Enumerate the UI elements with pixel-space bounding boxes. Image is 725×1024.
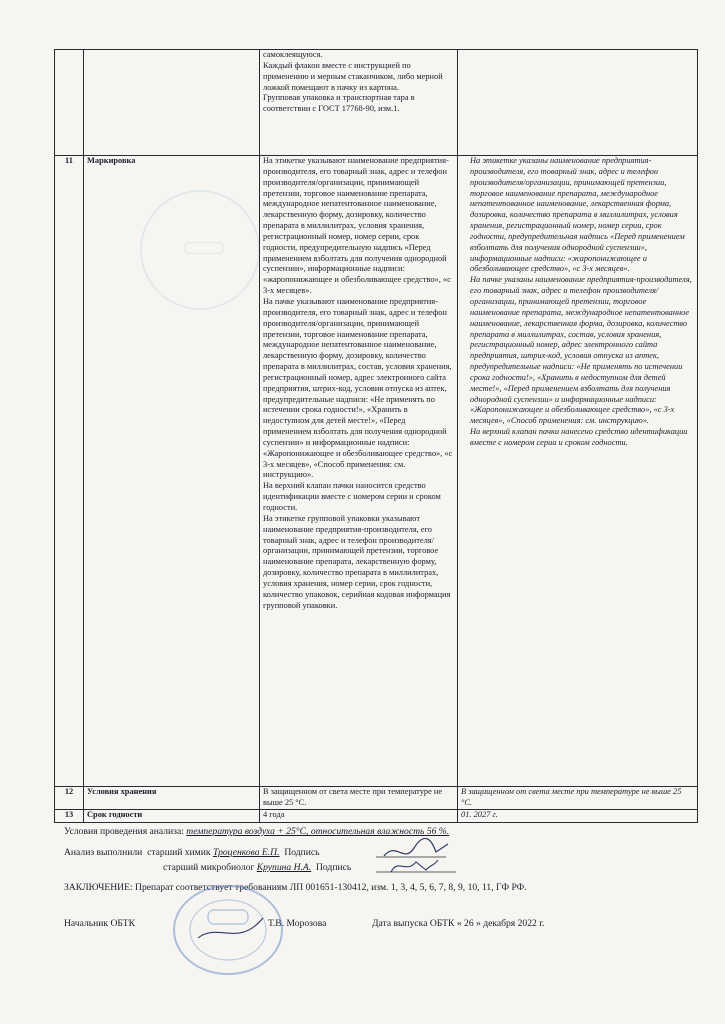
storage-requirement-cell: В защищенном от света месте при температуре не выше 25 °С.	[260, 787, 458, 810]
release-date: Дата выпуска ОБТК « 26 » декабря 2022 г.	[372, 918, 545, 929]
microbiologist-line: старший микробиолог Крупина Н.А. Подпись	[163, 862, 352, 873]
storage-result-cell: В защищенном от света месте при температуре не выше 25 °С.	[458, 787, 698, 810]
chemist-line: Анализ выполнили старший химик Троценкова Е.П. Подпись	[64, 847, 320, 858]
table-row-packaging-continued	[55, 50, 698, 156]
labeling-result-cell: На этикетке указаны наименование предприятия-производителя, его товарный знак, адрес и телефон производителя/организации, принимающей претензии, торговое наименование препарата, международное непатентованное наименование, лекарственная форма, дозировка, количество препарата в миллилитрах, условия хранения, регистрационный номер, номер серии, срок годности, предупредительная надпись «Перед применением взболтать для получения однородной суспензии», информационные надписи: «жаропонижающее и обезболивающее средство», «с 3-х месяцев». На пачке указаны наименование предприятия-производителя, его товарный знак, адрес и телефон производителя/организации, принимающей претензии, торговое наименование препарата, международное непатентованное наименование, лекарственная форма, дозировка, количество препарата в миллилитрах, состав, условия хранения, регистрационный номер, адрес электронного сайта предприятия, штрих-код, условия отпуска из аптек, предупредительные надписи: «Не применять по истечении срока годности!», «Хранить в недоступном для детей месте!», «Перед применением взболтать для получения однородной суспензии» и информационные надписи: «Жаропонижающее и обезболивающее средство», «с 3-х месяцев», «Способ применения: см. инструкцию». На верхний клапан пачки нанесено средство идентификации вместе с номером серии и сроком годности.	[458, 156, 698, 787]
official-stamp-icon	[168, 878, 288, 978]
analysis-conditions: Условия проведения анализа: температура воздуха + 25°С, относительная влажность 56 %.	[64, 826, 450, 837]
table-row-shelf-life	[55, 809, 698, 822]
row-title: Маркировка	[84, 156, 260, 787]
row-title: Срок годности	[84, 809, 260, 822]
department-head-name: Т.В. Морозова	[268, 918, 327, 929]
table-row-labeling	[55, 156, 698, 787]
labeling-requirement-cell: На этикетке указывают наименование предприятия-производителя, его товарный знак, адрес и телефон производителя/организации, принимающей претензии, торговое наименование препарата, международное непатентованное наименование, лекарственную форму, дозировку, количество препарата в миллилитрах, условия хранения, регистрационный номер, номер серии, срок годности, предупредительную надпись «Перед применением взболтать для получения однородной суспензии», информационные надписи: «жаропонижающее и обезболивающее средство», «с 3-х месяцев». На пачке указывают наименование предприятия-производителя, его товарный знак, адрес и телефон производителя/организации, принимающей претензии, торговое наименование препарата, международное непатентованное наименование, лекарственную форму, дозировку, количество препарата в миллилитрах, состав, условия хранения, регистрационный номер, адрес электронного сайта предприятия, штрих-код, условия отпуска из аптек, предупредительные надписи: «Не применять по истечении срока годности!», «Хранить в недоступном для детей месте!», «Перед применением взболтать для получения однородной суспензии» и информационные надписи: «Жаропонижающее и обезболивающее средство», «с 3-х месяцев», «Способ применения: см. инструкцию». На верхний клапан пачки наносится средство идентификации вместе с номером серии и сроком годности. На этикетке групповой упаковки указывают наименование предприятия-производителя, его товарный знак, адрес и телефон производителя/организации, принимающей претензии, торговое наименование препарата, лекарственную форму, дозировку, количество препарата в миллилитрах, условия хранения, номер серии, срок годности, количество упаковок, серийная кодовая информация групповой упаковки.	[260, 156, 458, 787]
signature-chemist-icon	[376, 836, 466, 876]
department-head-title: Начальник ОБТК	[64, 918, 136, 929]
shelf-life-requirement-cell: 4 года	[260, 809, 458, 822]
shelf-life-result-cell: 01. 2027 г.	[458, 809, 698, 822]
specification-table	[54, 49, 698, 823]
row-number: 13	[55, 809, 84, 822]
row-number: 11	[55, 156, 84, 787]
packaging-requirement-cell: самоклеящуюся. Каждый флакон вместе с инструкцией по применению и мерным стаканчиком, либо мерной ложкой помещают в пачку из картона. Групповая упаковка и транспортная тара в соответствии с ГОСТ 17768-90, изм.1.	[260, 50, 458, 156]
row-number: 12	[55, 787, 84, 810]
table-row-storage	[55, 787, 698, 810]
row-title: Условия хранения	[84, 787, 260, 810]
conclusion: ЗАКЛЮЧЕНИЕ: Препарат соответствует требованиям ЛП 001651-130412, изм. 1, 3, 4, 5, 6, 7, 8, 9, 10, 11, ГФ РФ.	[64, 882, 527, 893]
